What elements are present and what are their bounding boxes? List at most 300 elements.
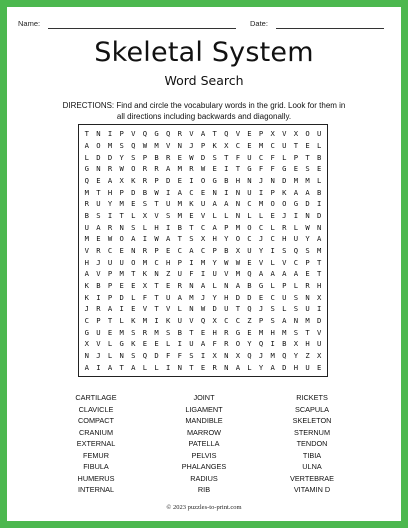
- grid-letter[interactable]: D: [282, 175, 287, 185]
- grid-letter[interactable]: L: [107, 350, 113, 360]
- grid-letter[interactable]: I: [270, 339, 275, 349]
- grid-letter[interactable]: W: [107, 234, 113, 244]
- grid-letter[interactable]: E: [247, 140, 252, 150]
- grid-letter[interactable]: U: [212, 269, 217, 279]
- grid-letter[interactable]: T: [177, 234, 182, 244]
- grid-letter[interactable]: I: [165, 222, 171, 232]
- grid-letter[interactable]: N: [224, 350, 229, 360]
- grid-letter[interactable]: R: [96, 304, 101, 314]
- grid-letter[interactable]: G: [247, 164, 252, 174]
- grid-letter[interactable]: V: [258, 257, 264, 267]
- grid-letter[interactable]: T: [235, 304, 241, 314]
- grid-letter[interactable]: P: [224, 222, 229, 232]
- grid-letter[interactable]: I: [224, 187, 229, 197]
- grid-letter[interactable]: R: [142, 327, 148, 337]
- grid-letter[interactable]: N: [224, 362, 229, 372]
- grid-letter[interactable]: N: [247, 175, 252, 185]
- grid-letter[interactable]: A: [212, 222, 217, 232]
- grid-letter[interactable]: B: [154, 152, 159, 162]
- grid-letter[interactable]: K: [131, 175, 136, 185]
- grid-letter[interactable]: G: [84, 164, 89, 174]
- grid-letter[interactable]: Q: [258, 339, 264, 349]
- grid-letter[interactable]: A: [107, 175, 113, 185]
- grid-letter[interactable]: F: [177, 350, 182, 360]
- grid-letter[interactable]: N: [177, 362, 182, 372]
- grid-letter[interactable]: T: [119, 210, 124, 220]
- grid-letter[interactable]: D: [107, 152, 113, 162]
- grid-letter[interactable]: L: [270, 257, 275, 267]
- grid-letter[interactable]: V: [96, 269, 101, 279]
- grid-letter[interactable]: A: [177, 187, 182, 197]
- grid-letter[interactable]: V: [189, 129, 194, 139]
- grid-letter[interactable]: C: [270, 292, 275, 302]
- grid-letter[interactable]: E: [96, 234, 101, 244]
- grid-letter[interactable]: O: [235, 234, 241, 244]
- grid-letter[interactable]: A: [235, 280, 241, 290]
- grid-letter[interactable]: Q: [142, 129, 148, 139]
- grid-letter[interactable]: X: [212, 350, 217, 360]
- grid-letter[interactable]: U: [177, 269, 182, 279]
- grid-letter[interactable]: G: [212, 175, 217, 185]
- grid-letter[interactable]: U: [282, 140, 287, 150]
- grid-letter[interactable]: X: [270, 129, 275, 139]
- grid-letter[interactable]: T: [107, 315, 113, 325]
- grid-letter[interactable]: E: [107, 327, 113, 337]
- grid-letter[interactable]: S: [189, 234, 194, 244]
- grid-letter[interactable]: G: [282, 164, 287, 174]
- grid-letter[interactable]: N: [96, 129, 101, 139]
- grid-letter[interactable]: W: [235, 257, 241, 267]
- grid-letter[interactable]: M: [154, 140, 159, 150]
- grid-letter[interactable]: T: [293, 140, 299, 150]
- grid-letter[interactable]: R: [224, 327, 229, 337]
- grid-letter[interactable]: S: [142, 199, 148, 209]
- grid-letter[interactable]: W: [142, 140, 148, 150]
- grid-letter[interactable]: R: [224, 339, 229, 349]
- grid-letter[interactable]: L: [131, 210, 136, 220]
- grid-letter[interactable]: L: [119, 315, 124, 325]
- grid-letter[interactable]: S: [131, 350, 136, 360]
- grid-letter[interactable]: C: [200, 222, 206, 232]
- grid-letter[interactable]: D: [305, 199, 310, 209]
- grid-letter[interactable]: P: [258, 129, 264, 139]
- grid-letter[interactable]: A: [84, 269, 89, 279]
- grid-letter[interactable]: E: [200, 327, 206, 337]
- grid-letter[interactable]: K: [131, 315, 136, 325]
- grid-letter[interactable]: M: [119, 269, 124, 279]
- grid-letter[interactable]: W: [305, 222, 310, 232]
- grid-letter[interactable]: V: [165, 304, 171, 314]
- grid-letter[interactable]: P: [107, 269, 113, 279]
- grid-letter[interactable]: E: [305, 140, 310, 150]
- grid-letter[interactable]: R: [212, 362, 217, 372]
- grid-letter[interactable]: L: [131, 292, 136, 302]
- grid-letter[interactable]: N: [131, 245, 136, 255]
- grid-letter[interactable]: R: [142, 245, 148, 255]
- grid-letter[interactable]: H: [293, 362, 299, 372]
- grid-letter[interactable]: D: [282, 362, 287, 372]
- grid-letter[interactable]: I: [189, 175, 194, 185]
- grid-letter[interactable]: V: [131, 129, 136, 139]
- grid-letter[interactable]: N: [305, 292, 310, 302]
- grid-letter[interactable]: O: [131, 164, 136, 174]
- grid-letter[interactable]: M: [258, 140, 264, 150]
- grid-letter[interactable]: H: [84, 257, 89, 267]
- grid-letter[interactable]: H: [224, 292, 229, 302]
- grid-letter[interactable]: L: [84, 152, 89, 162]
- grid-letter[interactable]: I: [293, 210, 299, 220]
- grid-letter[interactable]: I: [200, 269, 206, 279]
- grid-letter[interactable]: U: [119, 257, 124, 267]
- grid-letter[interactable]: F: [235, 152, 241, 162]
- grid-letter[interactable]: N: [96, 164, 101, 174]
- grid-letter[interactable]: C: [189, 187, 194, 197]
- grid-letter[interactable]: L: [212, 280, 217, 290]
- grid-letter[interactable]: J: [200, 292, 206, 302]
- grid-letter[interactable]: U: [247, 187, 252, 197]
- grid-letter[interactable]: I: [177, 339, 182, 349]
- grid-letter[interactable]: E: [131, 280, 136, 290]
- grid-letter[interactable]: E: [142, 339, 148, 349]
- grid-letter[interactable]: C: [247, 234, 252, 244]
- grid-letter[interactable]: Y: [212, 257, 217, 267]
- grid-letter[interactable]: Y: [258, 245, 264, 255]
- grid-letter[interactable]: A: [212, 199, 217, 209]
- grid-letter[interactable]: Q: [165, 129, 171, 139]
- grid-letter[interactable]: D: [131, 187, 136, 197]
- grid-letter[interactable]: Y: [224, 234, 229, 244]
- grid-letter[interactable]: W: [189, 152, 194, 162]
- grid-letter[interactable]: D: [317, 315, 322, 325]
- grid-letter[interactable]: M: [305, 175, 310, 185]
- grid-letter[interactable]: U: [96, 327, 101, 337]
- grid-letter[interactable]: E: [258, 292, 264, 302]
- grid-letter[interactable]: M: [107, 140, 113, 150]
- grid-letter[interactable]: E: [119, 280, 124, 290]
- grid-letter[interactable]: U: [282, 292, 287, 302]
- grid-letter[interactable]: D: [317, 210, 322, 220]
- grid-letter[interactable]: U: [317, 339, 322, 349]
- grid-letter[interactable]: W: [119, 164, 124, 174]
- grid-letter[interactable]: U: [84, 222, 89, 232]
- grid-letter[interactable]: D: [154, 350, 159, 360]
- grid-letter[interactable]: P: [154, 175, 159, 185]
- grid-letter[interactable]: F: [270, 164, 275, 174]
- grid-letter[interactable]: T: [154, 304, 159, 314]
- grid-letter[interactable]: I: [317, 199, 322, 209]
- grid-letter[interactable]: L: [293, 280, 299, 290]
- grid-letter[interactable]: E: [200, 362, 206, 372]
- grid-letter[interactable]: R: [84, 199, 89, 209]
- grid-letter[interactable]: V: [282, 257, 287, 267]
- grid-letter[interactable]: Q: [142, 350, 148, 360]
- grid-letter[interactable]: X: [84, 339, 89, 349]
- grid-letter[interactable]: S: [293, 304, 299, 314]
- grid-letter[interactable]: M: [235, 222, 241, 232]
- grid-letter[interactable]: L: [270, 222, 275, 232]
- grid-letter[interactable]: O: [200, 175, 206, 185]
- grid-letter[interactable]: Y: [107, 199, 113, 209]
- grid-letter[interactable]: R: [96, 245, 101, 255]
- grid-letter[interactable]: Z: [305, 350, 310, 360]
- grid-letter[interactable]: P: [107, 280, 113, 290]
- grid-letter[interactable]: J: [84, 304, 89, 314]
- grid-letter[interactable]: X: [142, 280, 148, 290]
- grid-letter[interactable]: L: [224, 210, 229, 220]
- grid-letter[interactable]: K: [142, 269, 148, 279]
- grid-letter[interactable]: A: [270, 362, 275, 372]
- grid-letter[interactable]: H: [305, 339, 310, 349]
- grid-letter[interactable]: P: [119, 187, 124, 197]
- grid-letter[interactable]: Q: [84, 175, 89, 185]
- grid-letter[interactable]: I: [189, 257, 194, 267]
- grid-letter[interactable]: L: [270, 280, 275, 290]
- grid-letter[interactable]: T: [317, 257, 322, 267]
- grid-letter[interactable]: S: [293, 292, 299, 302]
- grid-letter[interactable]: M: [119, 199, 124, 209]
- grid-letter[interactable]: O: [270, 199, 275, 209]
- grid-letter[interactable]: Y: [305, 234, 310, 244]
- grid-letter[interactable]: O: [96, 140, 101, 150]
- grid-letter[interactable]: S: [270, 304, 275, 314]
- grid-letter[interactable]: S: [212, 152, 217, 162]
- grid-letter[interactable]: C: [270, 140, 275, 150]
- grid-letter[interactable]: U: [165, 292, 171, 302]
- grid-letter[interactable]: T: [189, 222, 194, 232]
- grid-letter[interactable]: X: [317, 350, 322, 360]
- grid-letter[interactable]: U: [177, 315, 182, 325]
- grid-letter[interactable]: Q: [293, 245, 299, 255]
- grid-letter[interactable]: V: [189, 315, 194, 325]
- grid-letter[interactable]: E: [305, 269, 310, 279]
- grid-letter[interactable]: V: [224, 269, 229, 279]
- grid-letter[interactable]: L: [317, 175, 322, 185]
- grid-letter[interactable]: N: [235, 187, 241, 197]
- grid-letter[interactable]: A: [270, 269, 275, 279]
- grid-letter[interactable]: O: [247, 222, 252, 232]
- grid-letter[interactable]: D: [165, 175, 171, 185]
- grid-letter[interactable]: S: [189, 350, 194, 360]
- grid-letter[interactable]: T: [189, 327, 194, 337]
- grid-letter[interactable]: E: [119, 245, 124, 255]
- grid-letter[interactable]: C: [247, 199, 252, 209]
- grid-letter[interactable]: N: [235, 199, 241, 209]
- grid-letter[interactable]: I: [96, 362, 101, 372]
- grid-letter[interactable]: R: [177, 280, 182, 290]
- grid-letter[interactable]: U: [247, 152, 252, 162]
- grid-letter[interactable]: N: [189, 304, 194, 314]
- grid-letter[interactable]: V: [165, 140, 171, 150]
- grid-letter[interactable]: L: [247, 362, 252, 372]
- grid-letter[interactable]: E: [154, 339, 159, 349]
- grid-letter[interactable]: H: [270, 327, 275, 337]
- grid-letter[interactable]: A: [96, 222, 101, 232]
- grid-letter[interactable]: G: [84, 327, 89, 337]
- grid-letter[interactable]: Q: [282, 350, 287, 360]
- grid-letter[interactable]: S: [96, 210, 101, 220]
- grid-letter[interactable]: R: [305, 280, 310, 290]
- grid-letter[interactable]: E: [131, 199, 136, 209]
- grid-letter[interactable]: M: [142, 257, 148, 267]
- grid-letter[interactable]: I: [165, 187, 171, 197]
- grid-letter[interactable]: G: [258, 280, 264, 290]
- grid-letter[interactable]: P: [107, 292, 113, 302]
- grid-letter[interactable]: J: [282, 210, 287, 220]
- grid-letter[interactable]: S: [293, 327, 299, 337]
- grid-letter[interactable]: N: [154, 269, 159, 279]
- letter-grid[interactable]: [78, 124, 328, 377]
- grid-letter[interactable]: H: [212, 327, 217, 337]
- grid-letter[interactable]: X: [317, 292, 322, 302]
- grid-letter[interactable]: M: [177, 199, 182, 209]
- date-field[interactable]: [276, 28, 384, 29]
- grid-letter[interactable]: R: [142, 164, 148, 174]
- grid-letter[interactable]: B: [317, 152, 322, 162]
- grid-letter[interactable]: J: [258, 234, 264, 244]
- grid-letter[interactable]: M: [84, 234, 89, 244]
- grid-letter[interactable]: N: [270, 175, 275, 185]
- grid-letter[interactable]: O: [119, 234, 124, 244]
- grid-letter[interactable]: A: [258, 269, 264, 279]
- grid-letter[interactable]: A: [84, 362, 89, 372]
- grid-letter[interactable]: O: [235, 339, 241, 349]
- grid-letter[interactable]: T: [224, 152, 229, 162]
- grid-letter[interactable]: K: [189, 199, 194, 209]
- grid-letter[interactable]: X: [142, 210, 148, 220]
- grid-letter[interactable]: S: [131, 327, 136, 337]
- grid-letter[interactable]: T: [154, 292, 159, 302]
- grid-letter[interactable]: C: [270, 234, 275, 244]
- grid-letter[interactable]: P: [142, 152, 148, 162]
- grid-letter[interactable]: U: [165, 199, 171, 209]
- grid-letter[interactable]: L: [154, 362, 159, 372]
- grid-letter[interactable]: G: [154, 129, 159, 139]
- grid-letter[interactable]: E: [200, 187, 206, 197]
- grid-letter[interactable]: N: [224, 280, 229, 290]
- grid-letter[interactable]: M: [84, 187, 89, 197]
- grid-letter[interactable]: I: [258, 187, 264, 197]
- grid-letter[interactable]: M: [305, 315, 310, 325]
- grid-letter[interactable]: I: [317, 304, 322, 314]
- grid-letter[interactable]: U: [247, 245, 252, 255]
- grid-letter[interactable]: A: [317, 234, 322, 244]
- grid-letter[interactable]: R: [107, 222, 113, 232]
- grid-letter[interactable]: A: [200, 339, 206, 349]
- grid-letter[interactable]: D: [200, 152, 206, 162]
- grid-letter[interactable]: Z: [165, 269, 171, 279]
- grid-letter[interactable]: X: [235, 245, 241, 255]
- grid-letter[interactable]: L: [177, 304, 182, 314]
- grid-letter[interactable]: V: [282, 129, 287, 139]
- grid-letter[interactable]: S: [119, 140, 124, 150]
- grid-letter[interactable]: V: [142, 304, 148, 314]
- grid-letter[interactable]: N: [305, 210, 310, 220]
- grid-letter[interactable]: P: [119, 129, 124, 139]
- grid-letter[interactable]: C: [224, 315, 229, 325]
- grid-letter[interactable]: M: [154, 327, 159, 337]
- grid-letter[interactable]: S: [165, 210, 171, 220]
- grid-letter[interactable]: P: [270, 187, 275, 197]
- grid-letter[interactable]: W: [154, 187, 159, 197]
- grid-letter[interactable]: R: [107, 164, 113, 174]
- grid-letter[interactable]: N: [177, 140, 182, 150]
- grid-letter[interactable]: Y: [293, 350, 299, 360]
- grid-letter[interactable]: A: [200, 129, 206, 139]
- grid-letter[interactable]: A: [165, 164, 171, 174]
- grid-letter[interactable]: B: [84, 210, 89, 220]
- grid-letter[interactable]: C: [84, 315, 89, 325]
- grid-letter[interactable]: I: [119, 304, 124, 314]
- grid-letter[interactable]: T: [189, 362, 194, 372]
- grid-letter[interactable]: Y: [212, 292, 217, 302]
- grid-letter[interactable]: P: [154, 245, 159, 255]
- grid-letter[interactable]: N: [119, 222, 124, 232]
- grid-letter[interactable]: D: [212, 304, 217, 314]
- grid-letter[interactable]: R: [154, 164, 159, 174]
- grid-letter[interactable]: A: [177, 292, 182, 302]
- grid-letter[interactable]: H: [165, 257, 171, 267]
- grid-letter[interactable]: U: [189, 339, 194, 349]
- grid-letter[interactable]: Q: [247, 350, 252, 360]
- grid-letter[interactable]: M: [189, 292, 194, 302]
- grid-letter[interactable]: C: [235, 315, 241, 325]
- grid-letter[interactable]: T: [305, 152, 310, 162]
- grid-letter[interactable]: H: [154, 222, 159, 232]
- grid-letter[interactable]: P: [293, 152, 299, 162]
- grid-letter[interactable]: X: [293, 339, 299, 349]
- grid-letter[interactable]: L: [258, 210, 264, 220]
- grid-letter[interactable]: X: [119, 175, 124, 185]
- grid-letter[interactable]: F: [212, 339, 217, 349]
- grid-letter[interactable]: A: [107, 304, 113, 314]
- grid-letter[interactable]: B: [142, 187, 148, 197]
- grid-letter[interactable]: A: [131, 362, 136, 372]
- grid-letter[interactable]: X: [235, 350, 241, 360]
- grid-letter[interactable]: E: [317, 164, 322, 174]
- grid-letter[interactable]: S: [270, 315, 275, 325]
- grid-letter[interactable]: H: [235, 175, 241, 185]
- grid-letter[interactable]: F: [189, 269, 194, 279]
- grid-letter[interactable]: L: [282, 152, 287, 162]
- grid-letter[interactable]: U: [96, 199, 101, 209]
- grid-letter[interactable]: M: [270, 350, 275, 360]
- grid-letter[interactable]: K: [165, 315, 171, 325]
- grid-letter[interactable]: Q: [131, 140, 136, 150]
- grid-letter[interactable]: B: [317, 187, 322, 197]
- grid-letter[interactable]: Y: [247, 339, 252, 349]
- grid-letter[interactable]: A: [293, 269, 299, 279]
- grid-letter[interactable]: V: [96, 339, 101, 349]
- grid-letter[interactable]: M: [293, 175, 299, 185]
- grid-letter[interactable]: I: [200, 350, 206, 360]
- grid-letter[interactable]: A: [224, 199, 229, 209]
- grid-letter[interactable]: C: [258, 152, 264, 162]
- grid-letter[interactable]: K: [84, 292, 89, 302]
- grid-letter[interactable]: W: [200, 164, 206, 174]
- grid-letter[interactable]: B: [224, 175, 229, 185]
- grid-letter[interactable]: C: [177, 245, 182, 255]
- grid-letter[interactable]: J: [96, 257, 101, 267]
- grid-letter[interactable]: P: [177, 257, 182, 267]
- grid-letter[interactable]: F: [270, 152, 275, 162]
- grid-letter[interactable]: L: [293, 222, 299, 232]
- grid-letter[interactable]: U: [107, 257, 113, 267]
- grid-letter[interactable]: C: [154, 257, 159, 267]
- grid-letter[interactable]: E: [165, 245, 171, 255]
- grid-letter[interactable]: S: [305, 245, 310, 255]
- grid-letter[interactable]: G: [235, 327, 241, 337]
- grid-letter[interactable]: P: [200, 140, 206, 150]
